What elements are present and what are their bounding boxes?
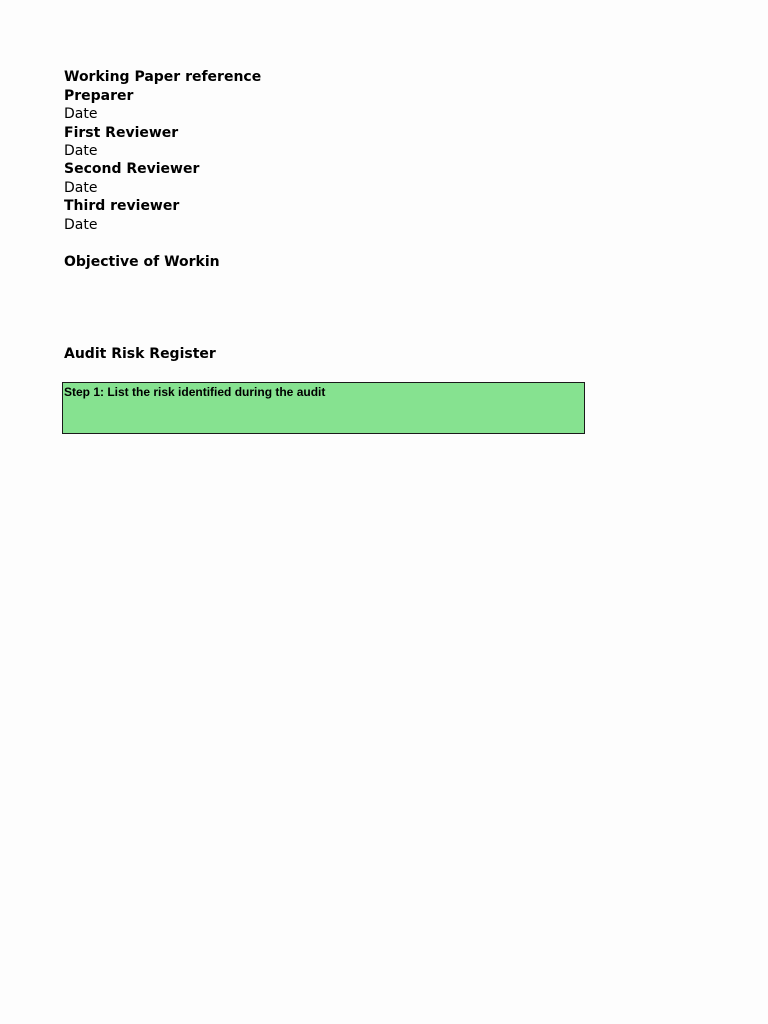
step-1-text: Step 1: List the risk identified during the audit: [64, 385, 326, 399]
first-reviewer-label: First Reviewer: [64, 125, 179, 141]
second-reviewer-date-label: Date: [64, 180, 98, 196]
third-reviewer-date-label: Date: [64, 217, 98, 233]
first-reviewer-date-label: Date: [64, 143, 98, 159]
preparer-date-label: Date: [64, 106, 98, 122]
second-reviewer-label: Second Reviewer: [64, 161, 200, 177]
objective-label: Objective of Workin: [64, 254, 220, 270]
audit-risk-register-title: Audit Risk Register: [64, 346, 216, 362]
third-reviewer-label: Third reviewer: [64, 198, 180, 214]
working-paper-reference-label: Working Paper reference: [64, 69, 262, 85]
preparer-label: Preparer: [64, 88, 134, 104]
step-1-cell: [62, 382, 585, 434]
